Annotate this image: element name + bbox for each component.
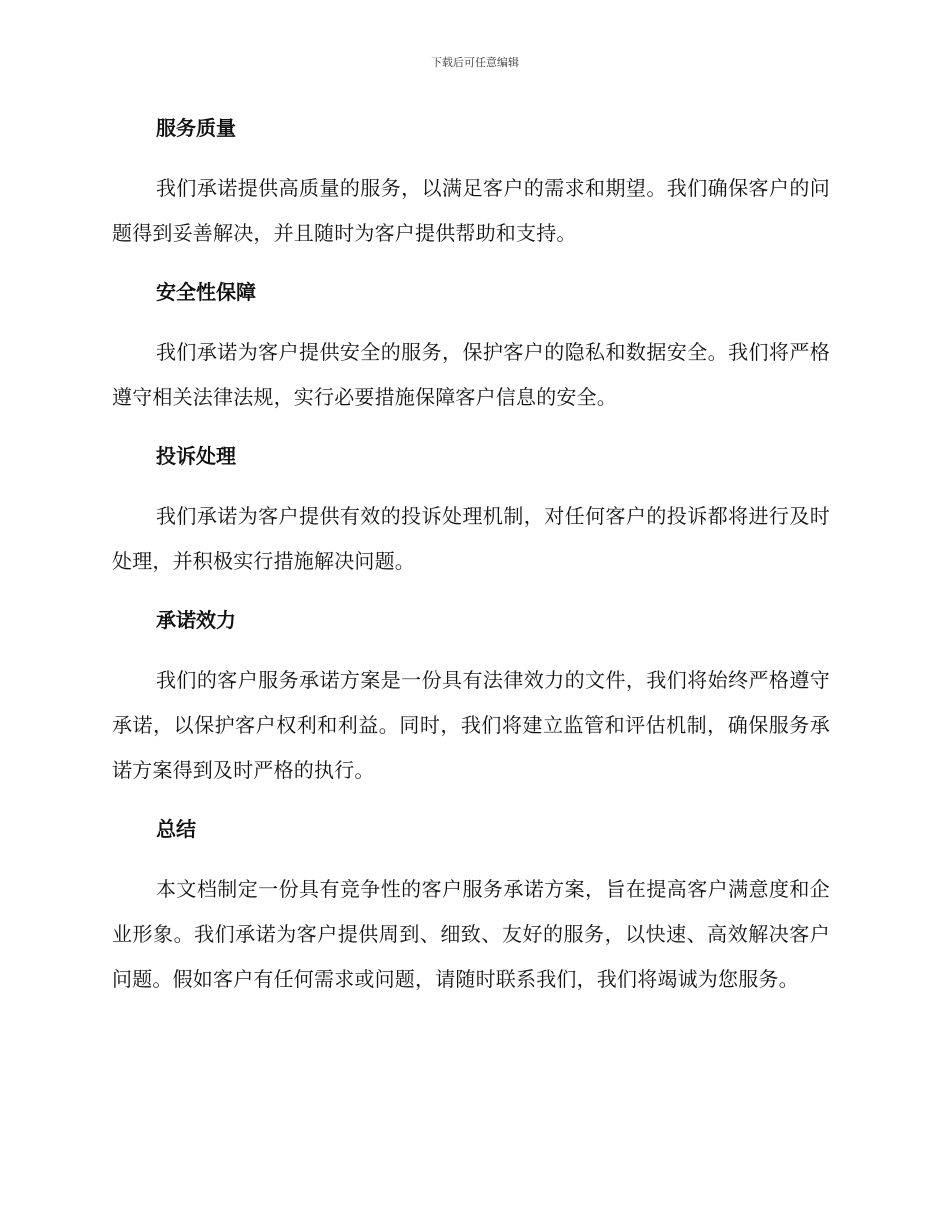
section-paragraph: 我们承诺为客户提供有效的投诉处理机制，对任何客户的投诉都将进行及时处理，并积极实行措施解决问题。	[112, 504, 830, 573]
section-paragraph: 我们承诺为客户提供安全的服务，保护客户的隐私和数据安全。我们将严格遵守相关法律法规，实行必要措施保障客户信息的安全。	[112, 340, 830, 409]
section-security	[112, 274, 830, 420]
section-heading: 投诉处理	[156, 444, 236, 468]
section-heading: 服务质量	[156, 116, 236, 140]
section-paragraph: 我们承诺提供高质量的服务，以满足客户的需求和期望。我们确保客户的问题得到妥善解决，并且随时为客户提供帮助和支持。	[112, 176, 830, 245]
section-paragraph: 本文档制定一份具有竞争性的客户服务承诺方案，旨在提高客户满意度和企业形象。我们承诺为客户提供周到、细致、友好的服务，以快速、高效解决客户问题。假如客户有任何需求或问题，请随时联系我们，我们将竭诚为您服务。	[112, 877, 830, 991]
document-content	[112, 110, 830, 1020]
section-paragraph: 我们的客户服务承诺方案是一份具有法律效力的文件，我们将始终严格遵守承诺，以保护客户权利和利益。同时，我们将建立监管和评估机制，确保服务承诺方案得到及时严格的执行。	[112, 668, 830, 782]
section-complaint-handling	[112, 438, 830, 584]
section-heading: 安全性保障	[156, 280, 256, 304]
section-summary	[112, 811, 830, 1002]
section-heading: 承诺效力	[156, 608, 236, 632]
section-heading: 总结	[156, 817, 196, 841]
page-header-note: 下载后可任意编辑	[431, 56, 519, 69]
section-commitment-validity	[112, 602, 830, 793]
section-service-quality	[112, 110, 830, 256]
